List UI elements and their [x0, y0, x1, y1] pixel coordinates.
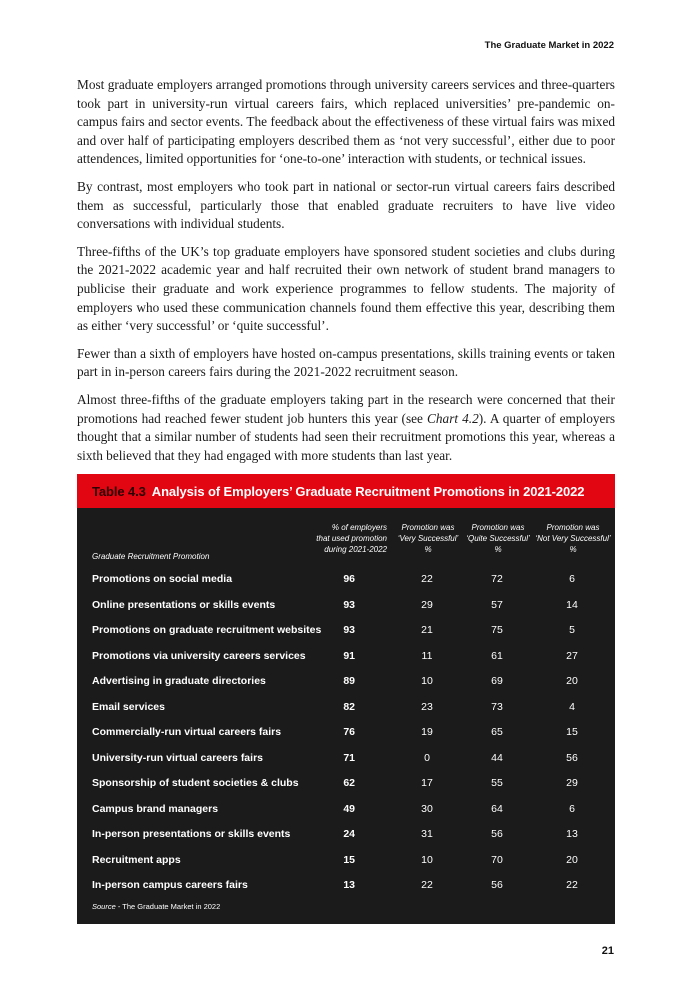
row-label: Promotions via university careers services: [92, 649, 306, 662]
table-source: [92, 902, 220, 911]
header-used: [299, 522, 387, 555]
row-quite: 69: [491, 675, 503, 687]
row-very: 21: [421, 624, 433, 636]
header-not-very-successful: [535, 522, 611, 555]
paragraph-5-after: ). A quarter of employers thought that a similar number of students had seen their recruitment promotions this year, whereas a sixth believed that they had engaged with more students than last year.: [77, 410, 615, 463]
row-label: Commercially-run virtual careers fairs: [92, 726, 282, 738]
row-label: Online presentations or skills events: [92, 598, 276, 611]
row-not: 22: [566, 879, 578, 891]
row-used: 49: [343, 802, 355, 815]
row-not: 15: [566, 726, 578, 738]
row-quite: 44: [491, 751, 503, 764]
header-very-line-1: Promotion was: [401, 523, 455, 532]
row-not: 5: [569, 624, 575, 636]
row-very: 22: [421, 573, 433, 585]
header-quite-successful: [463, 522, 533, 555]
row-quite: 56: [491, 879, 503, 891]
row-used: 82: [343, 700, 355, 713]
table-row: [77, 748, 615, 774]
header-not-line-1: Promotion was: [546, 523, 600, 532]
row-not: 6: [569, 573, 575, 585]
paragraph-5: [77, 391, 615, 465]
table-column-headers: [77, 522, 615, 562]
table-row: [77, 773, 615, 799]
row-quite: 70: [491, 853, 503, 866]
header-not-line-3: %: [569, 545, 577, 554]
row-very: 29: [421, 598, 433, 611]
table-row: [77, 697, 615, 723]
header-used-line-2: that used promotion: [316, 534, 387, 543]
table-row: [77, 824, 615, 850]
row-very: 30: [421, 802, 433, 815]
row-not: 13: [566, 828, 578, 840]
paragraph-3: Three-fifths of the UK’s top graduate employers have sponsored student societies and clubs during the 2021-2022 academic year and half recruited their own network of student brand managers to publicise their graduate and work experience programmes to fellow students. The majority of employers who used these communication channels found them effective this year, describing them as either ‘very successful’ or ‘quite successful’.: [77, 243, 615, 334]
row-very: 17: [421, 777, 433, 789]
row-used: 96: [343, 573, 355, 585]
header-quite-line-3: %: [494, 545, 502, 554]
paragraph-1: Most graduate employers arranged promotions through university careers services and three-quarters took part in university-run virtual careers fairs, which replaced universities’ pre-pandemic on-campus fairs and sector events. The feedback about the effectiveness of these virtual fairs was mixed and over half of participating employers described them as ‘not very successful’, either due to poor attendences, limited opportunities for ‘one-to-one’ interaction with students, or technical issues.: [77, 77, 615, 167]
running-head: The Graduate Market in 2022: [484, 40, 614, 51]
header-used-line-1: % of employers: [331, 523, 387, 532]
row-used: 76: [343, 726, 355, 738]
table-row: [77, 722, 615, 748]
table-row: [77, 850, 615, 876]
row-used: 89: [343, 675, 355, 687]
row-label: Promotions on social media: [92, 573, 233, 585]
header-used-line-3: during 2021-2022: [324, 545, 387, 554]
row-very: 23: [421, 700, 433, 713]
table-row: [77, 875, 615, 901]
row-used: 24: [343, 828, 355, 840]
row-not: 56: [566, 751, 578, 764]
row-very: 19: [421, 726, 433, 738]
table-number: Table 4.3: [92, 483, 146, 499]
table-row: [77, 569, 615, 595]
page-number: 21: [601, 945, 614, 957]
header-promotion: Graduate Recruitment Promotion: [92, 552, 210, 561]
row-quite: 64: [491, 802, 503, 815]
header-not-line-2: ‘Not Very Successful’: [535, 534, 611, 543]
row-quite: 72: [491, 573, 503, 585]
row-label: In-person presentations or skills events: [92, 828, 291, 840]
row-very: 11: [421, 649, 433, 662]
row-very: 10: [421, 675, 433, 687]
row-not: 4: [569, 700, 575, 713]
row-not: 20: [566, 853, 578, 866]
row-used: 71: [343, 751, 355, 764]
row-not: 27: [566, 649, 578, 662]
row-used: 93: [343, 598, 355, 611]
row-quite: 57: [491, 598, 503, 611]
row-label: University-run virtual careers fairs: [92, 751, 263, 764]
row-quite: 65: [491, 726, 503, 738]
row-label: Advertising in graduate directories: [92, 675, 266, 687]
table-rows: [77, 569, 615, 901]
row-quite: 56: [491, 828, 503, 840]
body-text: [77, 76, 615, 474]
source-text: - The Graduate Market in 2022: [115, 902, 221, 911]
row-label: Recruitment apps: [92, 853, 181, 866]
table-row: [77, 646, 615, 672]
table-row: [77, 799, 615, 825]
header-very-successful: [397, 522, 459, 555]
promotions-table: [77, 474, 615, 924]
row-not: 29: [566, 777, 578, 789]
table-title-bar: [77, 474, 615, 508]
source-label: Source: [92, 902, 116, 911]
table-row: [77, 620, 615, 646]
row-used: 15: [343, 853, 355, 866]
row-used: 91: [343, 649, 355, 662]
row-label: In-person campus careers fairs: [92, 879, 248, 891]
header-very-line-3: %: [424, 545, 432, 554]
row-used: 93: [343, 624, 355, 636]
row-quite: 61: [491, 649, 503, 662]
table-row: [77, 671, 615, 697]
row-quite: 75: [491, 624, 503, 636]
row-used: 62: [343, 777, 355, 789]
table-row: [77, 595, 615, 621]
row-very: 10: [421, 853, 433, 866]
chart-reference: Chart 4.2: [427, 410, 479, 426]
header-quite-line-1: Promotion was: [471, 523, 525, 532]
row-label: Promotions on graduate recruitment websites: [92, 624, 322, 636]
row-label: Campus brand managers: [92, 802, 219, 815]
row-not: 6: [569, 802, 575, 815]
row-very: 31: [421, 828, 433, 840]
row-label: Email services: [92, 700, 165, 713]
row-quite: 55: [491, 777, 503, 789]
paragraph-5-before: Almost three-fifths of the graduate employers taking part in the research were concerned that their promotions had reached fewer student job hunters this year (see: [77, 391, 615, 426]
header-very-line-2: ‘Very Successful’: [397, 534, 459, 543]
paragraph-2: By contrast, most employers who took part in national or sector-run virtual careers fairs described them as successful, particularly those that enabled graduate recruiters to have live video conversations with individual students.: [77, 178, 615, 232]
row-used: 13: [343, 879, 355, 891]
row-not: 14: [566, 598, 578, 611]
row-very: 22: [421, 879, 433, 891]
row-label: Sponsorship of student societies & clubs: [92, 777, 299, 789]
header-quite-line-2: ‘Quite Successful’: [466, 534, 530, 543]
row-very: 0: [424, 751, 430, 764]
table-title: Analysis of Employers’ Graduate Recruitment Promotions in 2021-2022: [151, 483, 585, 499]
paragraph-4: Fewer than a sixth of employers have hosted on-campus presentations, skills training events or taken part in in-person careers fairs during the 2021-2022 recruitment season.: [77, 345, 615, 380]
row-quite: 73: [491, 700, 503, 713]
row-not: 20: [566, 675, 578, 687]
